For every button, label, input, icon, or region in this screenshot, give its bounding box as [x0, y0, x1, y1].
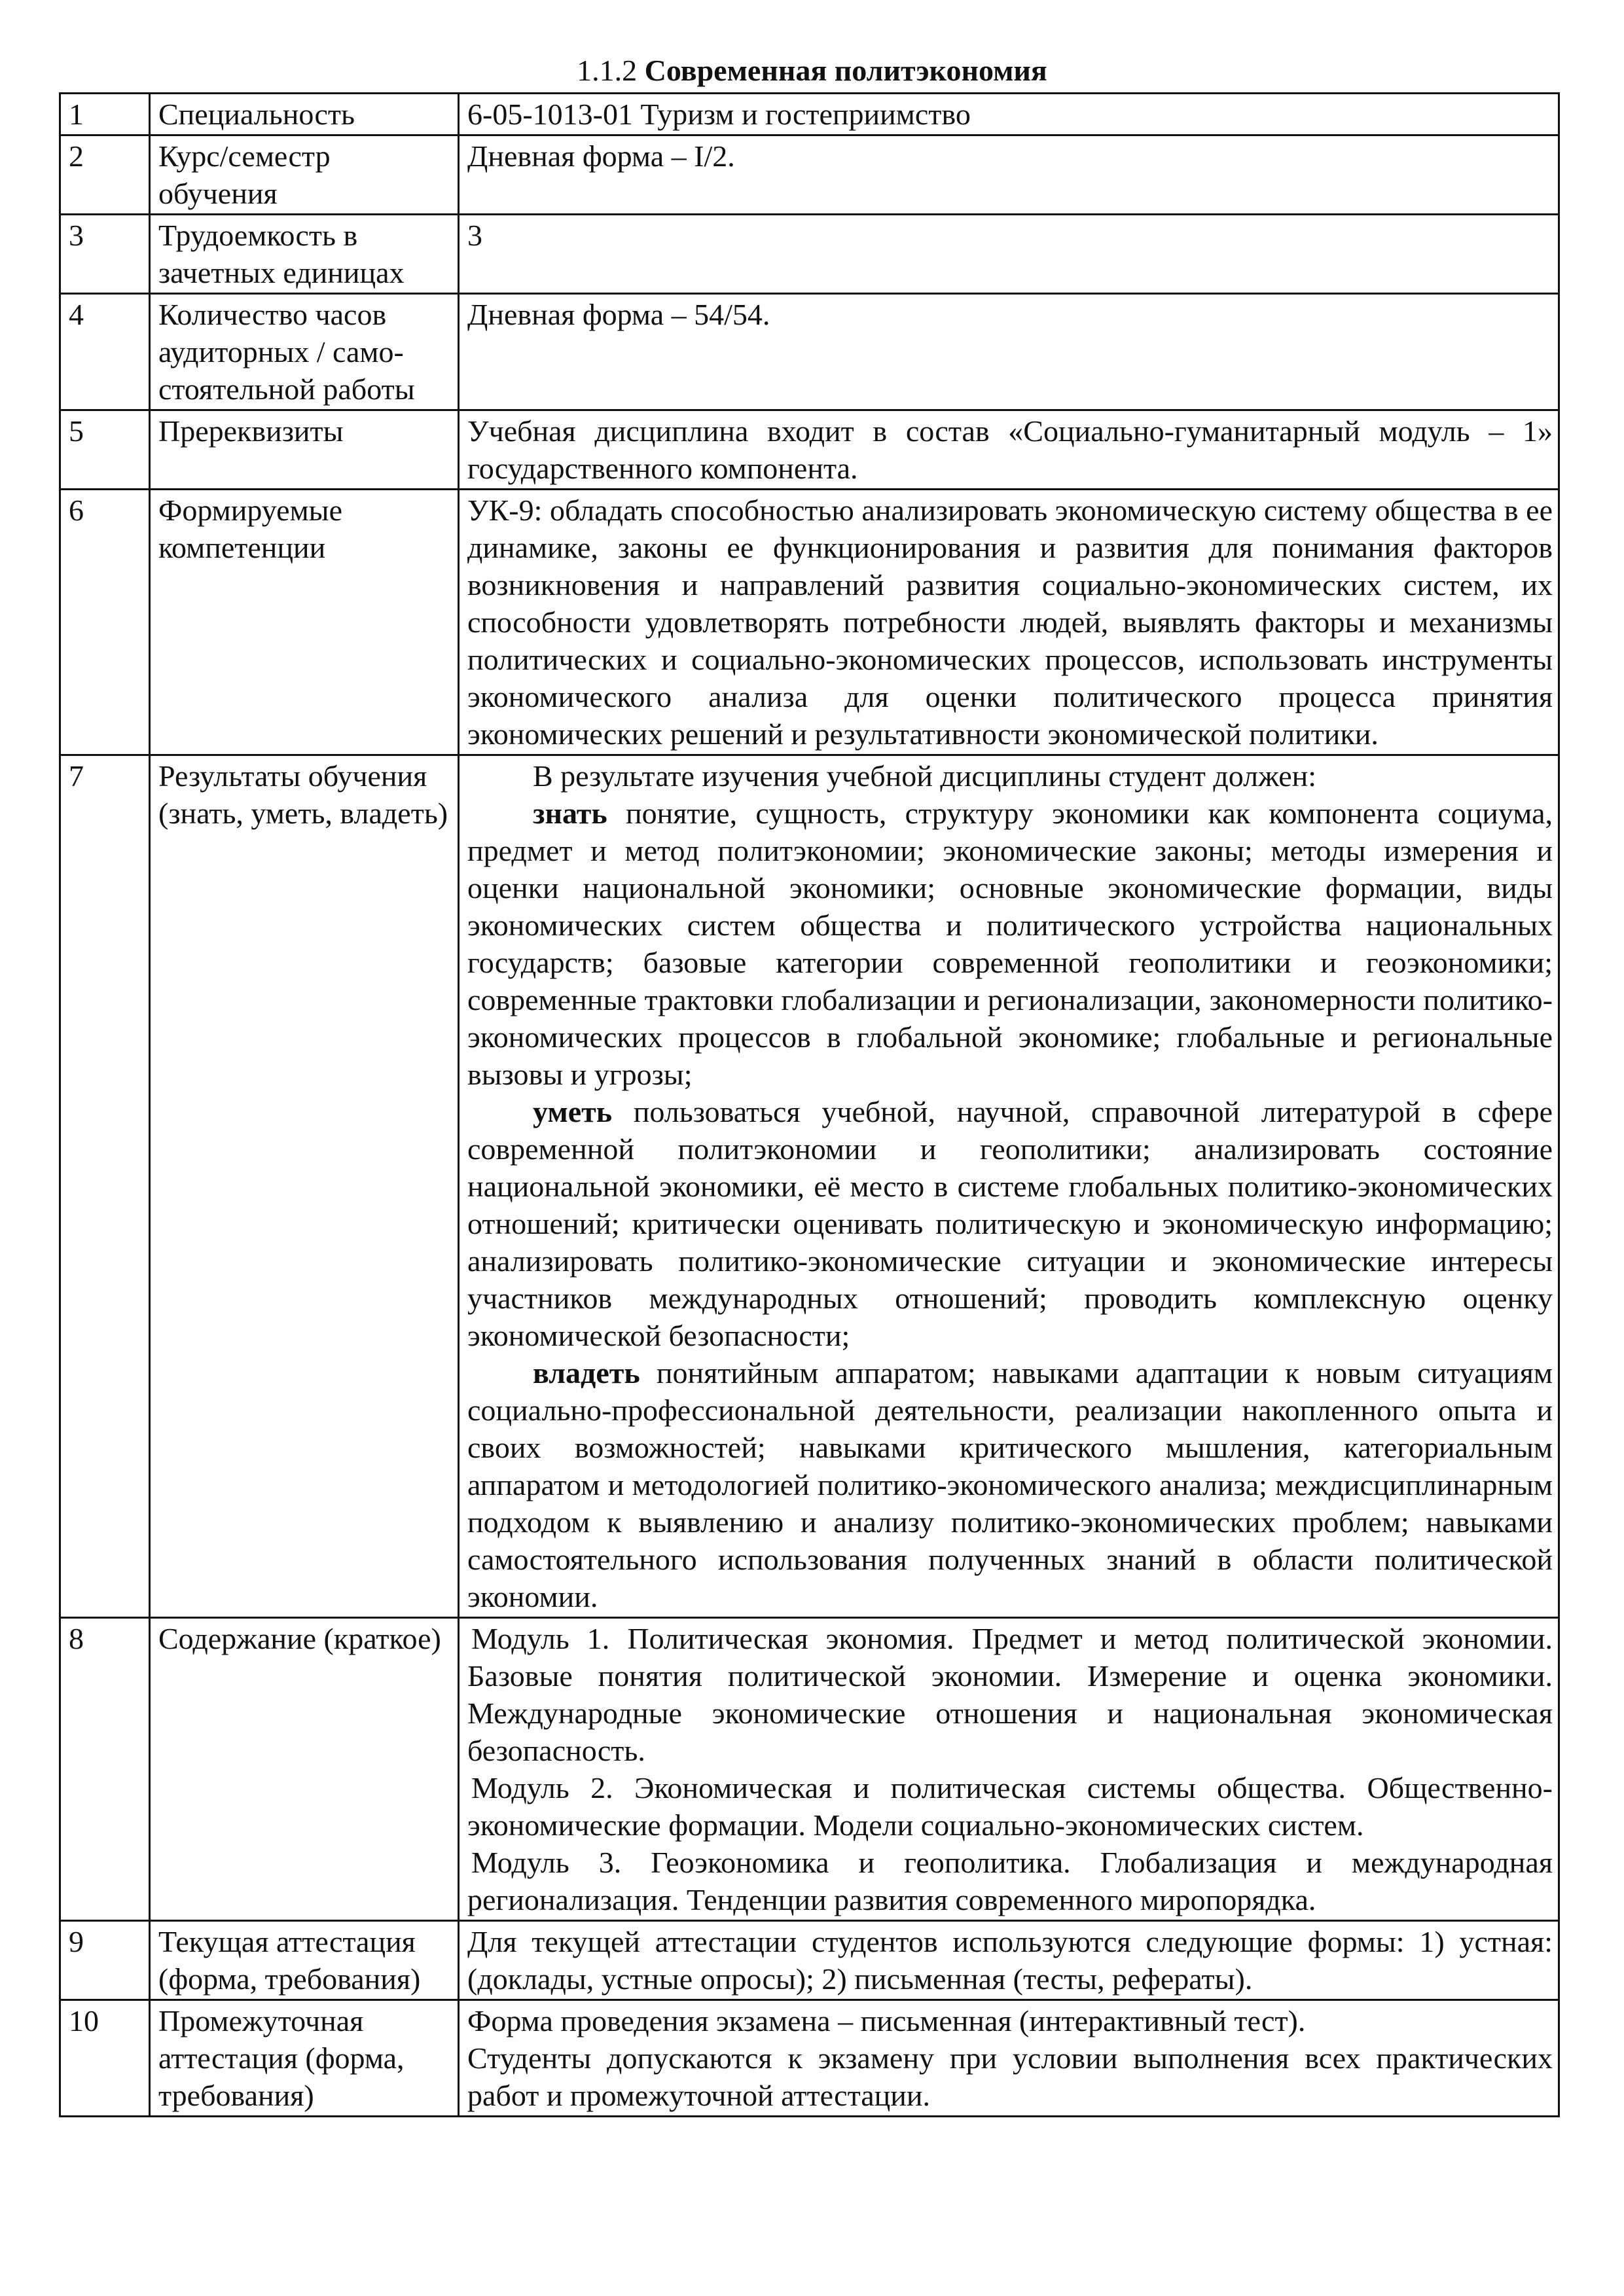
row-value: 3 — [459, 215, 1559, 294]
row-number: 8 — [60, 1618, 150, 1921]
row-value: Дневная форма – 54/54. — [459, 294, 1559, 410]
title-text: Современная политэкономия — [644, 54, 1047, 87]
table-row — [60, 294, 1559, 410]
row-number: 10 — [60, 2000, 150, 2117]
row-heading: Пререквизиты — [150, 410, 459, 490]
row-value: Учебная дисциплина входит в состав «Социально-гуманитарный модуль – 1» государственного компонента. — [459, 410, 1559, 490]
outcome-own — [467, 1354, 1553, 1615]
row-heading: Курс/семестр обучения — [150, 135, 459, 215]
outcome-can — [467, 1093, 1553, 1354]
content-modules — [459, 1618, 1559, 1921]
row-value: 6-05-1013-01 Туризм и гостеприимство — [459, 94, 1559, 135]
own-text: понятийным аппаратом; навыками адаптации к новым ситуациям социально-профессиональной деятельности, реализации накопленного опыта и своих возможностей; навыками критического мышления, категориальным аппаратом и методологией политико-экономического анализа; междисциплинарным подходом к выявлению и анализу политико-экономических проблем; навыками самостоятельного использования полученных знаний в области политической экономии. — [467, 1356, 1553, 1613]
table-row — [60, 410, 1559, 490]
row-number: 2 — [60, 135, 150, 215]
table-row — [60, 2000, 1559, 2117]
table-row — [60, 755, 1559, 1618]
know-keyword: знать — [533, 797, 607, 830]
table-row — [60, 490, 1559, 755]
own-keyword: владеть — [533, 1356, 640, 1390]
row-number: 3 — [60, 215, 150, 294]
module-item: Модуль 3. Геоэкономика и геополитика. Глобализация и международная регионализация. Тенденции развития современного миропорядка. — [467, 1846, 1553, 1916]
row-number: 5 — [60, 410, 150, 490]
row-heading: Результаты обучения (знать, уметь, владеть) — [150, 755, 459, 1618]
can-text: пользоваться учебной, научной, справочной литературой в сфере современной политэкономии и геополитики; анализировать состояние национальной экономики, её место в системе глобальных политико-экономических отношений; критически оценивать политическую и экономическую информацию; анализировать политико-экономические ситуации и экономические интересы участников международных отношений; проводить комплексную оценку экономической безопасности; — [467, 1095, 1553, 1352]
row-heading: Содержание (краткое) — [150, 1618, 459, 1921]
table-row — [60, 94, 1559, 135]
row-number: 7 — [60, 755, 150, 1618]
row-number: 4 — [60, 294, 150, 410]
title-number: 1.1.2 — [577, 54, 638, 87]
can-keyword: уметь — [533, 1095, 613, 1128]
table-row — [60, 215, 1559, 294]
row-heading: Промежуточная аттестация (форма, требования) — [150, 2000, 459, 2117]
row-number: 1 — [60, 94, 150, 135]
module-item: Модуль 2. Экономическая и политическая системы общества. Общественно-экономические формации. Модели социально-экономических систем. — [467, 1771, 1553, 1842]
row-number: 9 — [60, 1921, 150, 2000]
row-value: Дневная форма – I/2. — [459, 135, 1559, 215]
table-row — [60, 1618, 1559, 1921]
exam-requirements — [459, 2000, 1559, 2117]
table-row — [60, 1921, 1559, 2000]
learning-outcomes — [459, 755, 1559, 1618]
outcomes-intro: В результате изучения учебной дисциплины студент должен: — [533, 759, 1317, 793]
row-value: УК-9: обладать способностью анализировать экономическую систему общества в ее динамике, законы ее функционирования и развития для понимания факторов возникновения и направлений развития социально-экономических систем, их способности удовлетворять потребности людей, выявлять факторы и механизмы политических и социально-экономических процессов, использовать инструменты экономического анализа для оценки политического процесса принятия экономических решений и результативности экономической политики. — [459, 490, 1559, 755]
row-heading: Формируемые компетенции — [150, 490, 459, 755]
row-heading: Трудоемкость в зачетных единицах — [150, 215, 459, 294]
row-number: 6 — [60, 490, 150, 755]
table-row — [60, 135, 1559, 215]
row-heading: Количество часов аудиторных / само-стоятельной работы — [150, 294, 459, 410]
exam-admission: Студенты допускаются к экзамену при условии выполнения всех практических работ и промежуточной аттестации. — [467, 2041, 1553, 2112]
row-heading: Специальность — [150, 94, 459, 135]
know-text: понятие, сущность, структуру экономики как компонента социума, предмет и метод политэкономии; экономические законы; методы измерения и оценки национальной экономики; основные экономические формации, виды экономических систем общества и политического устройства национальных государств; базовые категории современной геополитики и геоэкономики; современные трактовки глобализации и регионализации, закономерности политико-экономических процессов в глобальной экономике; глобальные и региональные вызовы и угрозы; — [467, 797, 1553, 1091]
exam-form: Форма проведения экзамена – письменная (интерактивный тест). — [467, 2004, 1306, 2037]
row-heading: Текущая аттестация (форма, требования) — [150, 1921, 459, 2000]
row-value: Для текущей аттестации студентов используются следующие формы: 1) устная: (доклады, устные опросы); 2) письменная (тесты, рефераты). — [459, 1921, 1559, 2000]
module-item: Модуль 1. Политическая экономия. Предмет и метод политической экономии. Базовые понятия политической экономии. Измерение и оценка экономики. Международные экономические отношения и национальная экономическая безопасность. — [467, 1622, 1553, 1767]
page-title — [0, 51, 1624, 90]
syllabus-table — [59, 92, 1560, 2117]
outcome-know — [467, 795, 1553, 1093]
